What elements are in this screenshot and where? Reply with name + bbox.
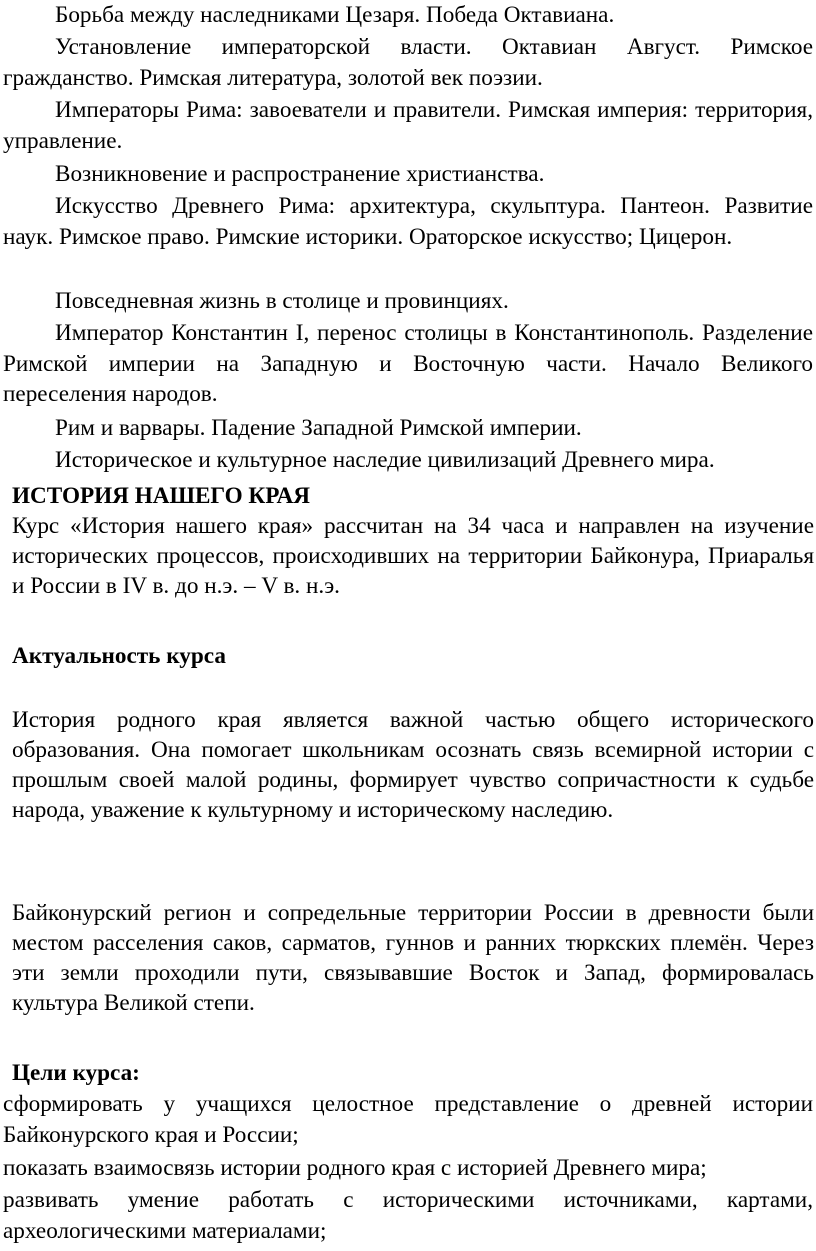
- paragraph-roman-art: Искусство Древнего Рима: архитектура, скульптура. Пантеон. Развитие наук. Римское право. Римские историки. Ораторское искусство; Цицерон.: [3, 193, 813, 250]
- goal-item: показать взаимосвязь истории родного края с историей Древнего мира;: [3, 1155, 707, 1181]
- paragraph-octavian-victory: Борьба между наследниками Цезаря. Победа Октавиана.: [55, 2, 615, 28]
- relevance-heading: Актуальность курса: [12, 643, 226, 669]
- paragraph-fall-of-west: Рим и варвары. Падение Западной Римской империи.: [55, 415, 582, 441]
- relevance-paragraph-2: Байконурский регион и сопредельные территории России в древности были местом расселения саков, сарматов, гуннов и ранних тюркских племён. Через эти земли проходили пути, связывавшие Восток и Запад, формировалась культура Великой степи.: [12, 900, 814, 1016]
- paragraph-emperors: Императоры Рима: завоеватели и правители. Римская империя: территория, управление.: [3, 97, 813, 154]
- paragraph-daily-life: Повседневная жизнь в столице и провинциях.: [55, 288, 509, 314]
- goal-item: развивать умение работать с историческими источниками, картами, археологическими материалами;: [3, 1187, 813, 1244]
- paragraph-imperial-power: Установление императорской власти. Октавиан Август. Римское гражданство. Римская литература, золотой век поэзии.: [3, 34, 813, 91]
- paragraph-constantine: Император Константин I, перенос столицы в Константинополь. Разделение Римской империи на Западную и Восточную части. Начало Великого переселения народов.: [3, 320, 813, 407]
- relevance-paragraph-1: История родного края является важной частью общего исторического образования. Она помогает школьникам осознать связь всемирной истории с прошлым своей малой родины, формирует чувство сопричастности к судьбе народа, уважение к культурному и историческому наследию.: [12, 707, 814, 823]
- section-title: ИСТОРИЯ НАШЕГО КРАЯ: [12, 483, 310, 509]
- paragraph-christianity: Возникновение и распространение христианства.: [55, 161, 545, 187]
- paragraph-heritage: Историческое и культурное наследие цивилизаций Древнего мира.: [55, 447, 715, 473]
- goal-item: сформировать у учащихся целостное представление о древней истории Байконурского края и России;: [3, 1091, 813, 1148]
- course-intro: Курс «История нашего края» рассчитан на 34 часа и направлен на изучение исторических процессов, происходивших на территории Байконура, Приаралья и России в IV в. до н.э. – V в. н.э.: [12, 513, 814, 599]
- goals-heading: Цели курса:: [12, 1060, 140, 1086]
